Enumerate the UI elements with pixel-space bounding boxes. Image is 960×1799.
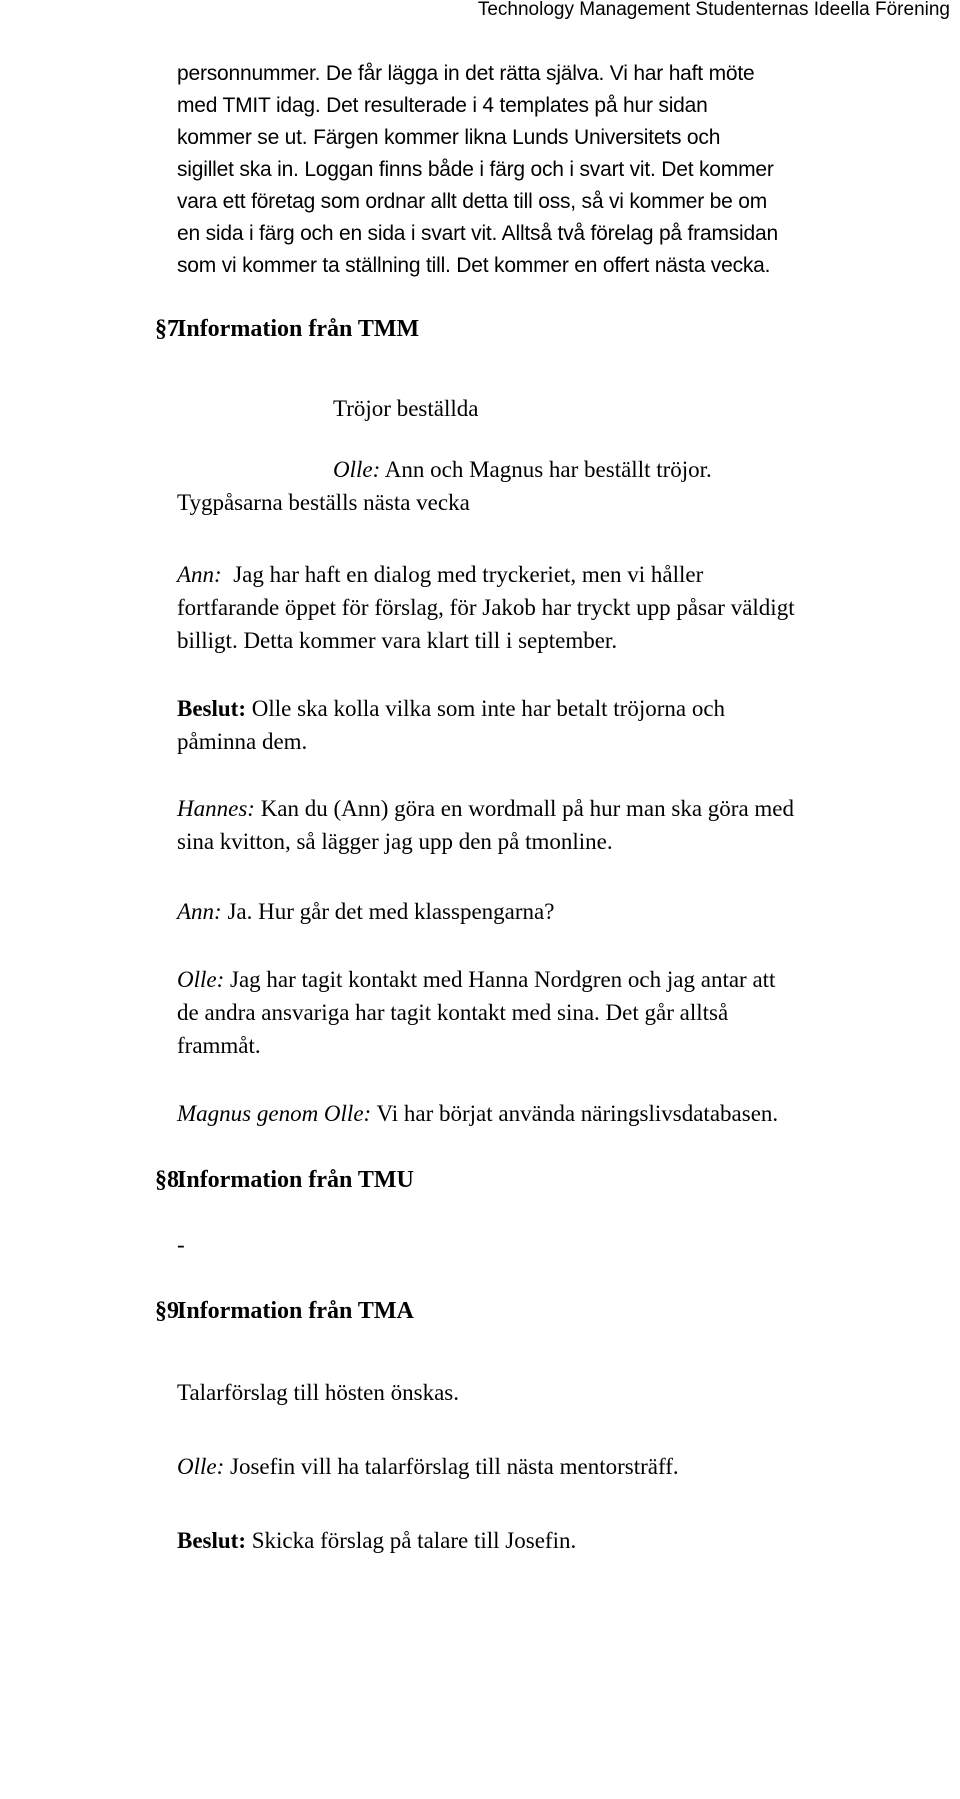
- section-8-number: §8.: [155, 1167, 185, 1193]
- statement-text: Vi har börjat använda näringslivsdatabasen.: [371, 1101, 779, 1126]
- ann-question: [177, 895, 957, 928]
- intro-line: vara ett företag som ordnar allt detta till oss, så vi kommer be om: [177, 190, 768, 213]
- statement-line: [177, 558, 957, 591]
- statement-text: Kan du (Ann) göra en wordmall på hur man ska göra med: [254, 796, 794, 821]
- intro-line: som vi kommer ta ställning till. Det kommer en offert nästa vecka.: [177, 254, 771, 277]
- intro-line: med TMIT idag. Det resulterade i 4 templates på hur sidan: [177, 94, 708, 117]
- statement-text: Ann och Magnus har beställt tröjor.: [380, 457, 712, 482]
- olle-tma-statement: [177, 1450, 957, 1483]
- section-9-number: §9.: [155, 1298, 185, 1324]
- section-8-content: -: [177, 1232, 185, 1257]
- decision-text: Olle ska kolla vilka som inte har betalt tröjorna och: [246, 696, 726, 721]
- decision-2: [177, 1524, 957, 1557]
- decision-label: Beslut:: [177, 1528, 246, 1553]
- intro-line: en sida i färg och en sida i svart vit. Alltså två förelag på framsidan: [177, 222, 778, 245]
- speaker-ann: Ann:: [177, 899, 222, 924]
- intro-line: sigillet ska in. Loggan finns både i färg och i svart vit. Det kommer: [177, 158, 774, 181]
- statement-text: Ja. Hur går det med klasspengarna?: [221, 899, 555, 924]
- statement-line: [177, 792, 957, 825]
- statement-line: [177, 963, 957, 996]
- statement-line: sina kvitton, så lägger jag upp den på tmonline.: [177, 829, 613, 854]
- statement-text: Josefin vill ha talarförslag till nästa mentorsträff.: [224, 1454, 679, 1479]
- decision-text: Skicka förslag på talare till Josefin.: [246, 1528, 577, 1553]
- speaker-olle: Olle:: [333, 457, 381, 482]
- statement-line: fortfarande öppet för förslag, för Jakob har tryckt upp påsar väldigt: [177, 595, 795, 620]
- intro-paragraph: [177, 58, 957, 282]
- section-7-number: §7.: [155, 316, 185, 342]
- statement-text: Jag har tagit kontakt med Hanna Nordgren och jag antar att: [224, 967, 776, 992]
- decision-line: påminna dem.: [177, 729, 308, 754]
- section-9-line: Talarförslag till hösten önskas.: [177, 1380, 459, 1405]
- magnus-statement: [177, 1097, 957, 1130]
- intro-line: personnummer. De får lägga in det rätta själva. Vi har haft möte: [177, 62, 755, 85]
- speaker-olle: Olle:: [177, 1454, 225, 1479]
- hannes-statement: [177, 792, 957, 858]
- statement-line: de andra ansvariga har tagit kontakt med sina. Det går alltså: [177, 1000, 729, 1025]
- speaker-olle: Olle:: [177, 967, 225, 992]
- statement-line: billigt. Detta kommer vara klart till i september.: [177, 628, 618, 653]
- section-9-title: Information från TMA: [177, 1298, 414, 1324]
- speaker-hannes: Hannes:: [177, 796, 255, 821]
- olle-statement-line2: Tygpåsarna beställs nästa vecka: [177, 490, 470, 515]
- intro-line: kommer se ut. Färgen kommer likna Lunds Universitets och: [177, 126, 721, 149]
- speaker-magnus-via-olle: Magnus genom Olle:: [177, 1101, 372, 1126]
- decision-label: Beslut:: [177, 696, 246, 721]
- decision-1: [177, 692, 957, 758]
- section-7-title: Information från TMM: [177, 316, 420, 342]
- section-7-subheading: Tröjor beställda: [333, 396, 479, 421]
- statement-line: frammåt.: [177, 1033, 261, 1058]
- statement-text: Jag har haft en dialog med tryckeriet, men vi håller: [221, 562, 704, 587]
- decision-line: [177, 692, 957, 725]
- speaker-ann: Ann:: [177, 562, 222, 587]
- olle-answer: [177, 963, 957, 1062]
- page-header: Technology Management Studenternas Ideella Förening: [477, 0, 950, 20]
- section-8-title: Information från TMU: [177, 1167, 414, 1193]
- olle-statement-line1: [333, 453, 960, 486]
- ann-statement: [177, 558, 957, 657]
